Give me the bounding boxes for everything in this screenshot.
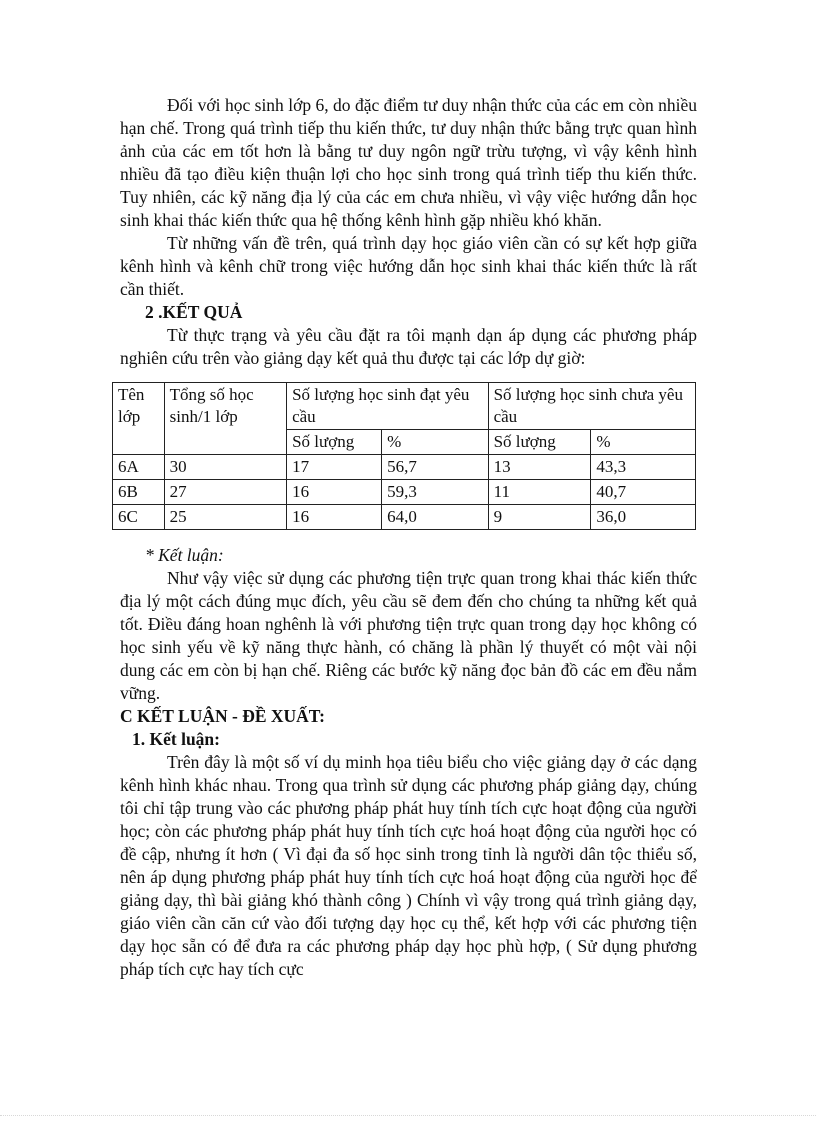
cell-fail-pct: 43,3 bbox=[591, 455, 696, 480]
cell-pass: 16 bbox=[287, 505, 382, 530]
heading-conclusion-1: 1. Kết luận: bbox=[132, 729, 220, 749]
document-page bbox=[120, 94, 697, 981]
header-total: Tổng số học sinh/1 lớp bbox=[164, 383, 286, 455]
subheader-fail-pct: % bbox=[591, 430, 696, 455]
cell-fail: 11 bbox=[488, 480, 591, 505]
cell-pass-pct: 64,0 bbox=[382, 505, 489, 530]
subheader-pass-count: Số lượng bbox=[287, 430, 382, 455]
page-bottom-divider bbox=[0, 1115, 816, 1116]
cell-fail: 9 bbox=[488, 505, 591, 530]
cell-class: 6A bbox=[113, 455, 165, 480]
paragraph-conclusion: Như vậy việc sử dụng các phương tiện trực quan trong khai thác kiến thức địa lý một cách đúng mục đích, yêu cầu sẽ đem đến cho chúng ta những kết quả tốt. Điều đáng hoan nghênh là với phương tiện trực quan trong dạy học không có học sinh yếu về kỹ năng thực hành, có chăng là phần lý thuyết có một vài nội dung các em còn bị hạn chế. Riêng các bước kỹ năng đọc bản đồ các em đều nắm vững. bbox=[120, 568, 697, 703]
cell-pass-pct: 56,7 bbox=[382, 455, 489, 480]
cell-class: 6B bbox=[113, 480, 165, 505]
cell-class: 6C bbox=[113, 505, 165, 530]
cell-pass: 17 bbox=[287, 455, 382, 480]
subheader-pass-pct: % bbox=[382, 430, 489, 455]
header-class: Tên lớp bbox=[113, 383, 165, 455]
paragraph-combine-channels: Từ những vấn đề trên, quá trình dạy học giáo viên cần có sự kết hợp giữa kênh hình và kênh chữ trong việc hướng dẫn học sinh khai thác kiến thức là rất cần thiết. bbox=[120, 233, 697, 299]
header-fail: Số lượng học sinh chưa yêu cầu bbox=[488, 383, 695, 430]
table-row bbox=[113, 480, 696, 505]
results-table bbox=[112, 382, 696, 530]
table-row bbox=[113, 505, 696, 530]
header-pass: Số lượng học sinh đạt yêu cầu bbox=[287, 383, 489, 430]
cell-fail: 13 bbox=[488, 455, 591, 480]
heading-section-c: C KẾT LUẬN - ĐỀ XUẤT: bbox=[120, 706, 325, 726]
conclusion-label: * Kết luận: bbox=[145, 545, 224, 565]
paragraph-grade6-thinking: Đối với học sinh lớp 6, do đặc điểm tư duy nhận thức của các em còn nhiều hạn chế. Trong quá trình tiếp thu kiến thức, tư duy nhận thức bằng trực quan hình ảnh của các em tốt hơn là bằng tư duy ngôn ngữ trừu tượng, vì vậy kênh hình nhiều đã tạo điều kiện thuận lợi cho học sinh trong quá trình tiếp thu kiến thức. Tuy nhiên, các kỹ năng địa lý của các em chưa nhiều, vì vậy việc hướng dẫn học sinh khai thác kiến thức qua hệ thống kênh hình gặp nhiều khó khăn. bbox=[120, 95, 697, 230]
table-header-row bbox=[113, 383, 696, 430]
cell-total: 27 bbox=[164, 480, 286, 505]
paragraph-results-intro: Từ thực trạng và yêu cầu đặt ra tôi mạnh dạn áp dụng các phương pháp nghiên cứu trên vào giảng dạy kết quả thu được tại các lớp dự giờ: bbox=[120, 325, 697, 368]
paragraph-examples-summary: Trên đây là một số ví dụ minh họa tiêu biểu cho việc giảng dạy ở các dạng kênh hình khác nhau. Trong qua trình sử dụng các phương pháp giảng dạy, chúng tôi chỉ tập trung vào các phương pháp phát huy tính tích cực hoạt động của người học; còn các phương pháp phát huy tính tích cực hoá hoạt động của người học có đề cập, nhưng ít hơn ( Vì đại đa số học sinh trong tỉnh là người dân tộc thiểu số, nên áp dụng phương pháp phát huy tính tích cực hoá hoạt động của người học để giảng dạy, thì bài giảng khó thành công ) Chính vì vậy trong quá trình giảng dạy, giáo viên cần căn cứ vào đối tượng dạy học cụ thể, kết hợp với các phương tiện dạy học sẵn có để đưa ra các phương pháp dạy học phù hợp, ( Sử dụng phương pháp tích cực hay tích cực bbox=[120, 752, 697, 979]
cell-pass: 16 bbox=[287, 480, 382, 505]
heading-results: 2 .KẾT QUẢ bbox=[145, 302, 243, 322]
cell-total: 25 bbox=[164, 505, 286, 530]
cell-total: 30 bbox=[164, 455, 286, 480]
cell-fail-pct: 40,7 bbox=[591, 480, 696, 505]
cell-pass-pct: 59,3 bbox=[382, 480, 489, 505]
subheader-fail-count: Số lượng bbox=[488, 430, 591, 455]
cell-fail-pct: 36,0 bbox=[591, 505, 696, 530]
table-row bbox=[113, 455, 696, 480]
